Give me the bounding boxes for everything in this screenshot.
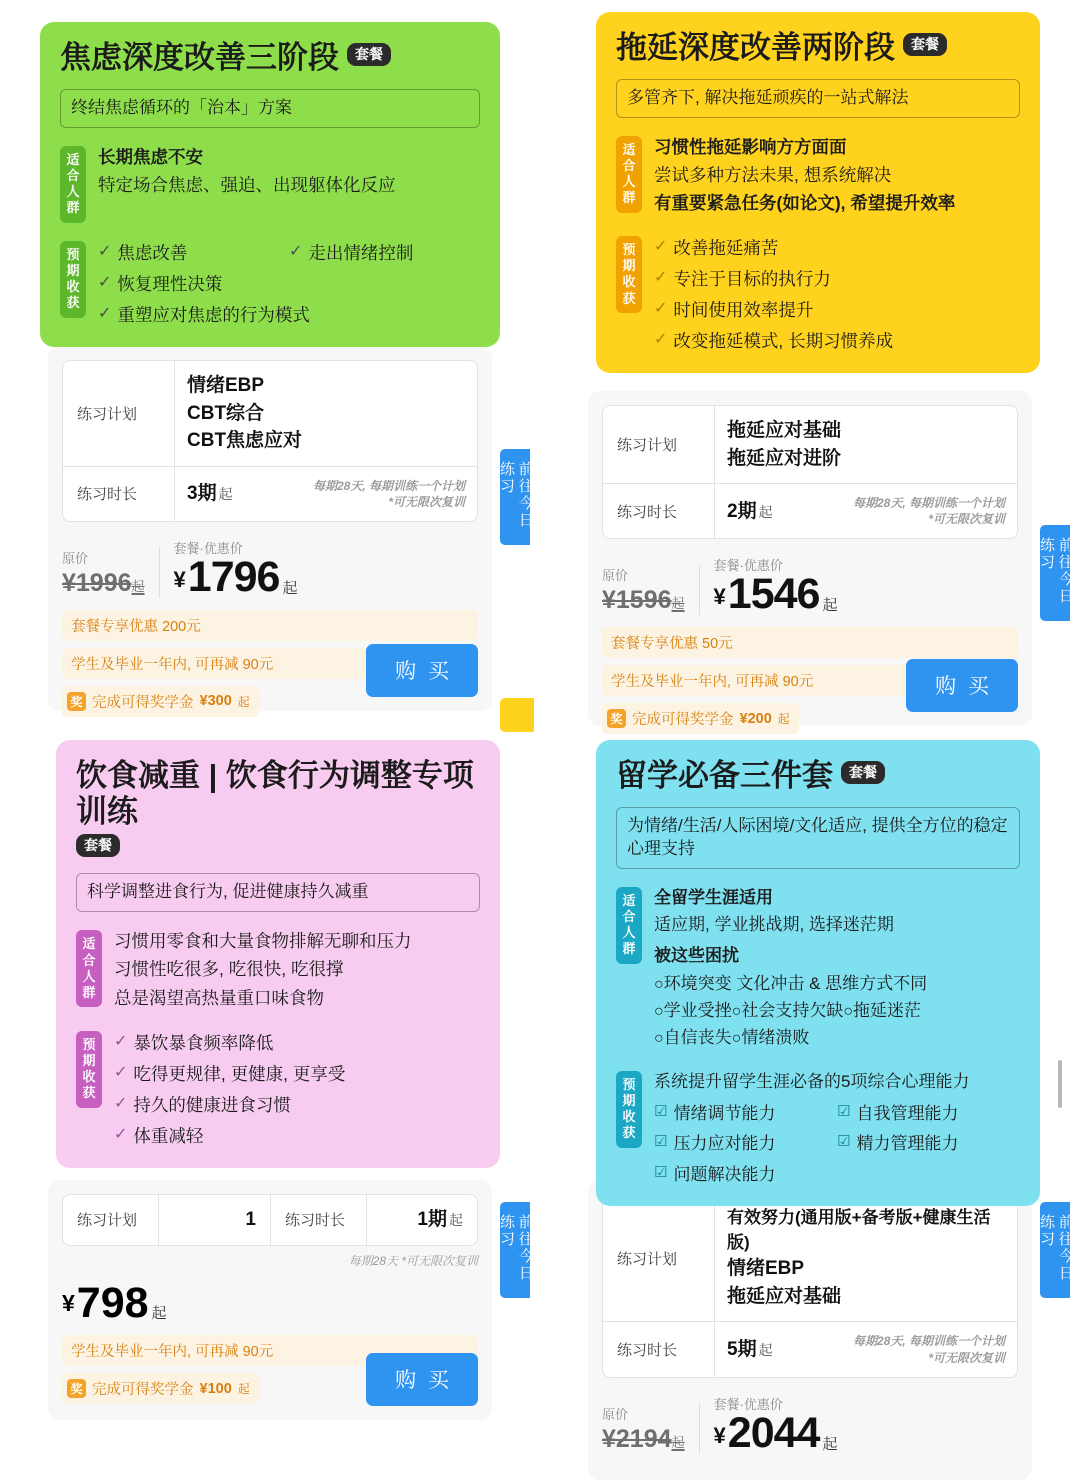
duration-number: 2期 bbox=[727, 500, 757, 522]
plan-value bbox=[715, 406, 1017, 483]
expected-title: 系统提升留学生涯必备的5项综合心理能力 bbox=[654, 1071, 970, 1091]
discount-price-value: 2044 bbox=[727, 1408, 820, 1457]
expected-section bbox=[76, 1028, 480, 1153]
original-price-label: 原价 bbox=[62, 550, 89, 566]
scholarship-amount: ¥300 bbox=[199, 693, 232, 710]
card-subtitle: 终结焦虑循环的「治本」方案 bbox=[60, 89, 480, 128]
price-block bbox=[602, 1394, 1018, 1457]
scholarship-label: 完成可得奖学金 bbox=[632, 712, 734, 729]
scholarship-label: 完成可得奖学金 bbox=[92, 1382, 194, 1399]
price-value: 798 bbox=[76, 1278, 149, 1327]
plan-cell bbox=[63, 1195, 270, 1245]
award-icon: 奖 bbox=[67, 692, 86, 711]
panel-procrastination bbox=[588, 391, 1032, 729]
expected-tag: 预期收获 bbox=[60, 241, 86, 318]
card-title: 饮食减重 | 饮食行为调整专项训练 套餐 bbox=[76, 758, 480, 860]
duration-label: 练习时长 bbox=[603, 1322, 715, 1376]
scholarship-amount: ¥200 bbox=[739, 710, 772, 727]
suitable-circle-row: ○自信丧失○情绪溃败 bbox=[654, 1028, 810, 1048]
discount-price-label: 套餐·优惠价 bbox=[173, 541, 243, 557]
suitable-title: 全留学生涯适用 bbox=[654, 887, 773, 907]
suitable-sub: 适应期, 学业挑战期, 选择迷茫期 bbox=[654, 914, 894, 934]
qi-suffix: 起 bbox=[218, 486, 233, 503]
duration-label: 练习时长 bbox=[63, 467, 175, 521]
original-price-value: ¥1996 bbox=[62, 568, 132, 597]
plan-label: 练习计划 bbox=[603, 406, 715, 483]
plan-box bbox=[62, 1194, 478, 1246]
expected-item: ✓ 重塑应对焦虑的行为模式 bbox=[98, 304, 310, 325]
scholarship-amount: ¥100 bbox=[199, 1380, 232, 1397]
plan-box bbox=[62, 360, 478, 522]
discount-price-label: 套餐·优惠价 bbox=[713, 1396, 783, 1412]
suitable-section bbox=[60, 143, 480, 223]
go-today-practice-tab[interactable]: 前往今日练习 bbox=[500, 1202, 530, 1298]
promo-tag: 学生及毕业一年内, 可再减 90元 bbox=[602, 665, 1018, 696]
duration-number: 1期 bbox=[417, 1209, 447, 1230]
card-subtitle: 多管齐下, 解决拖延顽疾的一站式解法 bbox=[616, 79, 1020, 118]
expected-tag: 预期收获 bbox=[616, 1071, 642, 1148]
suitable-item: 有重要紧急任务(如论文), 希望提升效率 bbox=[654, 192, 956, 213]
discount-price: 套餐·优惠价 ¥ 1796 起 bbox=[174, 538, 298, 598]
suitable-item: 特定场合焦虑、强迫、出现躯体化反应 bbox=[98, 174, 396, 195]
suitable-tag: 适合人群 bbox=[60, 146, 86, 223]
discount-price-value: 1546 bbox=[727, 570, 820, 619]
suitable-item: 尝试多种方法未果, 想系统解决 bbox=[654, 164, 892, 185]
scholarship-tag: 奖 完成可得奖学金 ¥200 起 bbox=[602, 703, 799, 734]
suitable-item: 习惯性拖延影响方方面面 bbox=[654, 136, 847, 157]
plan-label: 练习计划 bbox=[63, 1195, 159, 1245]
expected-item: ☑ 问题解决能力 bbox=[654, 1163, 776, 1184]
currency-symbol: ¥ bbox=[173, 566, 186, 592]
suitable-section bbox=[616, 884, 1020, 1053]
plan-row-duration bbox=[63, 466, 477, 521]
original-price-value: ¥2194 bbox=[602, 1424, 672, 1453]
promo-tag: 套餐专享优惠 200元 bbox=[62, 610, 478, 641]
expected-item: ✓ 焦虑改善 bbox=[98, 242, 188, 263]
card-subtitle: 科学调整进食行为, 促进健康持久减重 bbox=[76, 873, 480, 912]
suitable-item: 习惯性吃很多, 吃很快, 吃很撑 bbox=[114, 959, 344, 980]
plan-item: 拖延应对进阶 bbox=[727, 447, 842, 469]
plan-value: 1 bbox=[245, 1209, 256, 1230]
plan-item: 拖延应对基础 bbox=[727, 420, 842, 441]
price-block bbox=[602, 555, 1018, 619]
card-subtitle: 为情绪/生活/人际困境/文化适应, 提供全方位的稳定心理支持 bbox=[616, 807, 1020, 869]
promo-tag: 套餐专享优惠 50元 bbox=[602, 627, 1018, 658]
expected-item: ☑ 自我管理能力 bbox=[837, 1102, 959, 1123]
expected-item: ☑ 精力管理能力 bbox=[837, 1133, 959, 1154]
plan-item: 有效努力(通用版+备考版+健康生活版) bbox=[727, 1208, 991, 1252]
page-scrollbar[interactable] bbox=[1058, 1060, 1062, 1108]
duration-value: 2期 起 每期28天, 每期训练一个计划 *可无限次复训 bbox=[727, 496, 1005, 527]
card-title: 焦虑深度改善三阶段 套餐 bbox=[60, 40, 480, 76]
original-price: 原价 ¥2194起 bbox=[602, 1404, 700, 1454]
package-badge: 套餐 bbox=[347, 43, 391, 66]
promo-tag: 学生及毕业一年内, 可再减 90元 bbox=[62, 648, 478, 679]
duration-number: 5期 bbox=[727, 1338, 757, 1360]
suitable-item: 习惯用零食和大量食物排解无聊和压力 bbox=[114, 931, 412, 952]
plan-item: CBT综合 bbox=[187, 402, 265, 424]
plan-row-duration bbox=[603, 1321, 1017, 1376]
plan-row-plan bbox=[603, 406, 1017, 483]
card-title: 拖延深度改善两阶段 套餐 bbox=[616, 30, 1020, 66]
panel-anxiety bbox=[48, 346, 492, 711]
expected-item: ✓ 时间使用效率提升 bbox=[654, 300, 814, 321]
expected-item: ✓ 吃得更规律, 更健康, 更享受 bbox=[114, 1063, 346, 1084]
panel-abroad bbox=[588, 1180, 1032, 1480]
suitable-circle-row: ○学业受挫○社会支持欠缺○拖延迷茫 bbox=[654, 1000, 922, 1020]
suitable-section bbox=[76, 927, 480, 1012]
period-note: 每期28天, 每期训练一个计划 *可无限次复训 bbox=[852, 496, 1005, 527]
award-icon: 奖 bbox=[67, 1379, 86, 1398]
discount-price: 套餐·优惠价 ¥ 2044 起 bbox=[714, 1394, 838, 1454]
duration-cell bbox=[270, 1195, 477, 1245]
discount-price-label: 套餐·优惠价 bbox=[713, 558, 783, 574]
scholarship-tag: 奖 完成可得奖学金 ¥300 起 bbox=[62, 686, 259, 717]
expected-item: ✓ 走出情绪控制 bbox=[289, 242, 414, 263]
suitable-title-2: 被这些困扰 bbox=[654, 946, 739, 966]
suitable-item: 总是渴望高热量重口味食物 bbox=[114, 987, 324, 1008]
plan-label: 练习计划 bbox=[63, 361, 175, 466]
buy-button[interactable]: 购 买 bbox=[366, 1353, 478, 1406]
expected-item: ☑ 情绪调节能力 bbox=[654, 1102, 776, 1123]
suitable-tag: 适合人群 bbox=[76, 930, 102, 1007]
go-today-practice-tab[interactable]: 前往今日练习 bbox=[1040, 525, 1070, 621]
plan-item: CBT焦虑应对 bbox=[187, 430, 303, 452]
scholarship-label: 完成可得奖学金 bbox=[92, 694, 194, 711]
duration-value: 5期 起 每期28天, 每期训练一个计划 *可无限次复训 bbox=[727, 1334, 1005, 1365]
expected-item: ✓ 持久的健康进食习惯 bbox=[114, 1094, 291, 1115]
duration-value: 1期 起 bbox=[417, 1209, 463, 1230]
price-block bbox=[62, 538, 478, 602]
plan-box bbox=[602, 1194, 1018, 1378]
expected-section bbox=[616, 233, 1020, 358]
period-note: 每期28天, 每期训练一个计划 *可无限次复训 bbox=[852, 1334, 1005, 1365]
price-block: ¥ 798 起 bbox=[62, 1278, 167, 1327]
panel-diet bbox=[48, 1180, 492, 1420]
buy-button[interactable]: 购 买 bbox=[906, 659, 1018, 712]
buy-button[interactable]: 购 买 bbox=[366, 644, 478, 697]
original-price: 原价 ¥1596起 bbox=[602, 565, 700, 615]
discount-price: 套餐·优惠价 ¥ 1546 起 bbox=[714, 555, 838, 615]
original-price-label: 原价 bbox=[602, 1406, 629, 1422]
suitable-tag: 适合人群 bbox=[616, 136, 642, 213]
go-today-practice-tab[interactable]: 前往今日练习 bbox=[500, 449, 530, 545]
duration-number: 3期 bbox=[187, 483, 217, 505]
hero-abroad bbox=[596, 740, 1040, 1206]
suitable-tag: 适合人群 bbox=[616, 887, 642, 964]
plan-row-plan bbox=[603, 1195, 1017, 1321]
package-badge: 套餐 bbox=[903, 33, 947, 56]
currency-symbol: ¥ bbox=[713, 584, 726, 610]
hero-anxiety bbox=[40, 22, 500, 347]
original-price: 原价 ¥1996起 bbox=[62, 548, 160, 598]
expected-item: ✓ 体重减轻 bbox=[114, 1126, 204, 1147]
duration-label: 练习时长 bbox=[271, 1195, 367, 1245]
expected-item: ✓ 改善拖延痛苦 bbox=[654, 237, 779, 258]
suitable-section bbox=[616, 133, 1020, 218]
expected-item: ✓ 恢复理性决策 bbox=[98, 273, 223, 294]
hero-procrastination bbox=[596, 12, 1040, 373]
expected-tag: 预期收获 bbox=[76, 1031, 102, 1108]
plan-item: 拖延应对基础 bbox=[727, 1285, 842, 1307]
expected-item: ☑ 压力应对能力 bbox=[654, 1133, 776, 1154]
scholarship-tag: 奖 完成可得奖学金 ¥100 起 bbox=[62, 1373, 259, 1404]
plan-row-combined bbox=[63, 1195, 477, 1245]
plan-item: 情绪EBP bbox=[187, 375, 265, 396]
plan-value bbox=[175, 361, 477, 466]
currency-symbol: ¥ bbox=[713, 1422, 726, 1448]
go-today-practice-tab[interactable]: 前往今日练习 bbox=[1040, 1202, 1070, 1298]
plan-label: 练习计划 bbox=[603, 1195, 715, 1321]
package-badge: 套餐 bbox=[841, 761, 885, 784]
original-price-label: 原价 bbox=[602, 568, 629, 584]
suitable-circle-item: ○环境突变 文化冲击 & 思维方式不同 bbox=[654, 973, 928, 993]
package-badge: 套餐 bbox=[76, 834, 120, 857]
plan-row-duration bbox=[603, 483, 1017, 538]
plan-row-plan bbox=[63, 361, 477, 466]
card-title: 留学必备三件套 套餐 bbox=[616, 758, 1020, 794]
period-note: 每期28天, 每期训练一个计划 *可无限次复训 bbox=[312, 478, 465, 509]
plan-box bbox=[602, 405, 1018, 539]
award-icon: 奖 bbox=[607, 709, 626, 728]
expected-section bbox=[60, 238, 480, 331]
plan-item: 情绪EBP bbox=[727, 1258, 805, 1280]
hero-diet bbox=[56, 740, 500, 1168]
expected-tag: 预期收获 bbox=[616, 236, 642, 313]
duration-label: 练习时长 bbox=[603, 484, 715, 538]
yellow-side-tab[interactable] bbox=[500, 698, 534, 732]
currency-symbol: ¥ bbox=[62, 1290, 75, 1317]
plan-value bbox=[715, 1195, 1017, 1321]
promo-tag: 学生及毕业一年内, 可再减 90元 bbox=[62, 1335, 478, 1366]
period-note: 每期28天 *可无限次复训 bbox=[348, 1253, 478, 1268]
expected-section bbox=[616, 1068, 1020, 1190]
discount-price-value: 1796 bbox=[187, 553, 280, 602]
expected-item: ✓ 暴饮暴食频率降低 bbox=[114, 1032, 274, 1053]
suitable-item: 长期焦虑不安 bbox=[98, 146, 203, 167]
expected-item: ✓ 改变拖延模式, 长期习惯养成 bbox=[654, 331, 894, 352]
original-price-value: ¥1596 bbox=[602, 586, 672, 615]
duration-value bbox=[175, 467, 477, 521]
expected-item: ✓ 专注于目标的执行力 bbox=[654, 269, 831, 290]
